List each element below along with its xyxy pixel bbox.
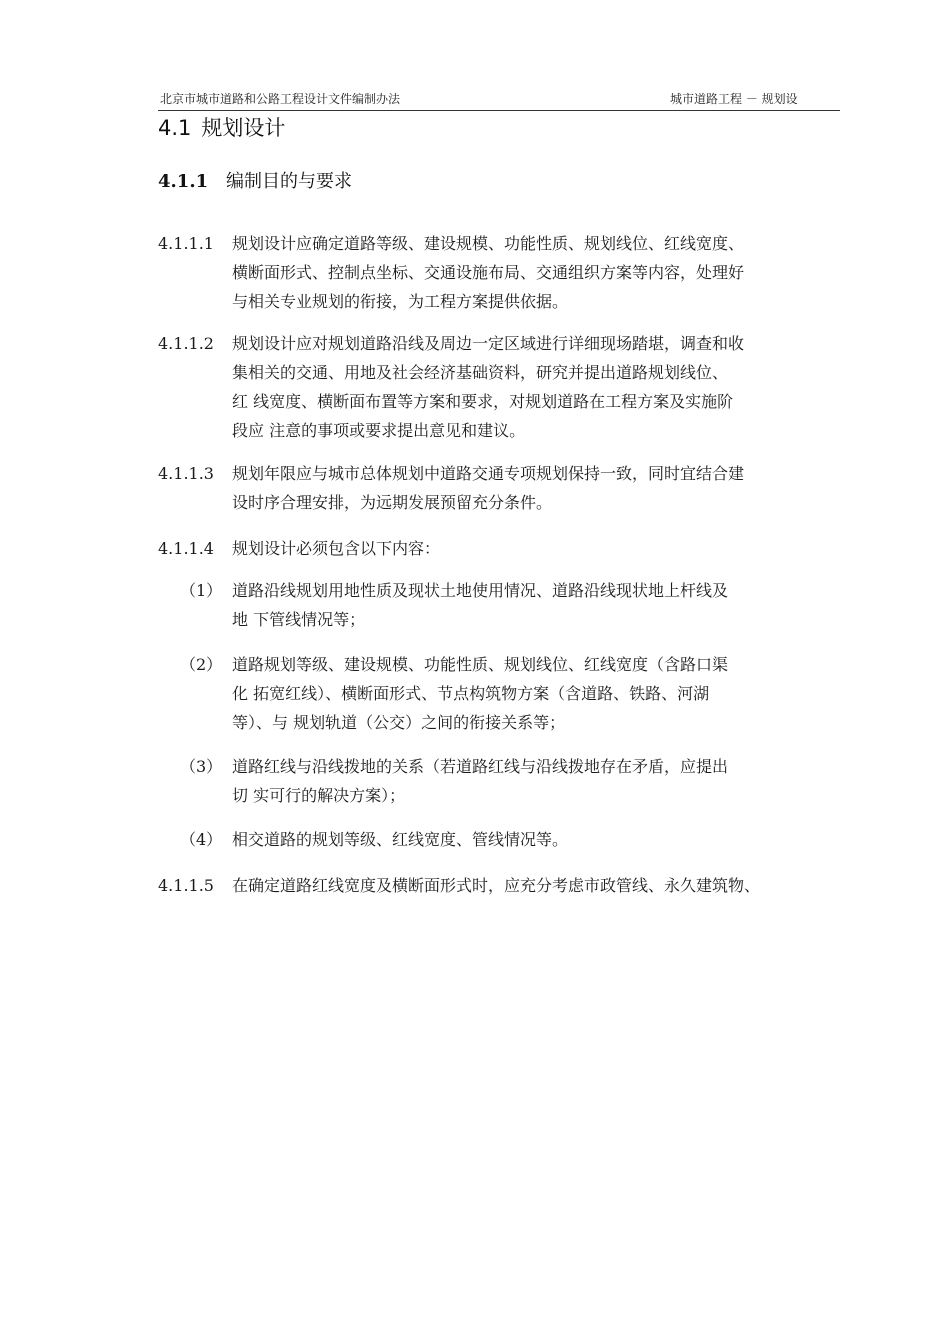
clause-4-1-1-2 xyxy=(158,329,848,445)
clause-number: 4.1.1.1 xyxy=(158,234,214,253)
list-item-4 xyxy=(180,825,848,854)
list-item-line: 相交道路的规划等级、红线宽度、管线情况等。 xyxy=(232,830,569,849)
clause-line: 红 线宽度、横断面布置等方案和要求，对规划道路在工程方案及实施阶 xyxy=(232,392,734,411)
section-title: 规划设计 xyxy=(201,116,286,140)
list-item-body xyxy=(232,752,848,810)
clause-line: 与相关专业规划的衔接，为工程方案提供依据。 xyxy=(232,292,569,311)
list-item-line: 化 拓宽红线）、横断面形式、节点构筑物方案（含道路、铁路、河湖 xyxy=(232,684,710,703)
clause-body xyxy=(232,229,848,316)
list-item-line: 等）、与 规划轨道（公交）之间的衔接关系等； xyxy=(232,713,566,732)
list-item-body xyxy=(232,650,848,737)
clause-line: 规划设计应确定道路等级、建设规模、功能性质、规划线位、红线宽度、 xyxy=(232,234,745,253)
list-item-line: 道路红线与沿线拨地的关系（若道路红线与沿线拨地存在矛盾，应提出 xyxy=(232,757,729,776)
clause-body xyxy=(232,534,848,563)
list-item-body xyxy=(232,825,848,854)
clause-line: 规划设计应对规划道路沿线及周边一定区域进行详细现场踏堪，调查和收 xyxy=(232,334,745,353)
subsection-heading xyxy=(158,167,352,193)
clause-body xyxy=(232,459,848,517)
header-chapter-title: 城市道路工程 － 规划设 xyxy=(670,92,798,106)
clause-4-1-1-3 xyxy=(158,459,848,517)
section-number: 4.1 xyxy=(158,116,192,140)
clause-number: 4.1.1.3 xyxy=(158,464,214,483)
list-item-line: 地 下管线情况等； xyxy=(232,610,366,629)
list-item-line: 切 实可行的解决方案）； xyxy=(232,786,406,805)
clause-number: 4.1.1.2 xyxy=(158,334,214,353)
list-item-2 xyxy=(180,650,848,737)
clause-line: 规划年限应与城市总体规划中道路交通专项规划保持一致，同时宜结合建 xyxy=(232,464,745,483)
list-item-3 xyxy=(180,752,848,810)
clause-line: 段应 注意的事项或要求提出意见和建议。 xyxy=(232,421,526,440)
header-document-title: 北京市城市道路和公路工程设计文件编制办法 xyxy=(160,92,401,106)
clause-4-1-1-4 xyxy=(158,534,848,563)
page-header xyxy=(158,88,840,111)
clause-number: 4.1.1.4 xyxy=(158,539,214,558)
list-item-number: （3） xyxy=(180,757,223,776)
section-heading xyxy=(158,112,285,142)
clause-line: 横断面形式、控制点坐标、交通设施布局、交通组织方案等内容，处理好 xyxy=(232,263,745,282)
list-item-line: 道路规划等级、建设规模、功能性质、规划线位、红线宽度（含路口渠 xyxy=(232,655,729,674)
clause-line: 在确定道路红线宽度及横断面形式时，应充分考虑市政管线、永久建筑物、 xyxy=(232,876,761,895)
clause-4-1-1-5 xyxy=(158,871,848,900)
clause-line: 规划设计必须包含以下内容： xyxy=(232,539,441,558)
clause-number: 4.1.1.5 xyxy=(158,876,214,895)
subsection-title: 编制目的与要求 xyxy=(226,171,352,192)
list-item-number: （1） xyxy=(180,581,223,600)
list-item-line: 道路沿线规划用地性质及现状土地使用情况、道路沿线现状地上杆线及 xyxy=(232,581,729,600)
clause-line: 设时序合理安排，为远期发展预留充分条件。 xyxy=(232,493,553,512)
list-item-body xyxy=(232,576,848,634)
clause-body xyxy=(232,329,848,445)
clause-4-1-1-1 xyxy=(158,229,848,316)
list-item-number: （2） xyxy=(180,655,223,674)
clause-line: 集相关的交通、用地及社会经济基础资料，研究并提出道路规划线位、 xyxy=(232,363,729,382)
clause-body xyxy=(232,871,848,900)
list-item-1 xyxy=(180,576,848,634)
subsection-number: 4.1.1 xyxy=(158,171,209,192)
list-item-number: （4） xyxy=(180,830,223,849)
